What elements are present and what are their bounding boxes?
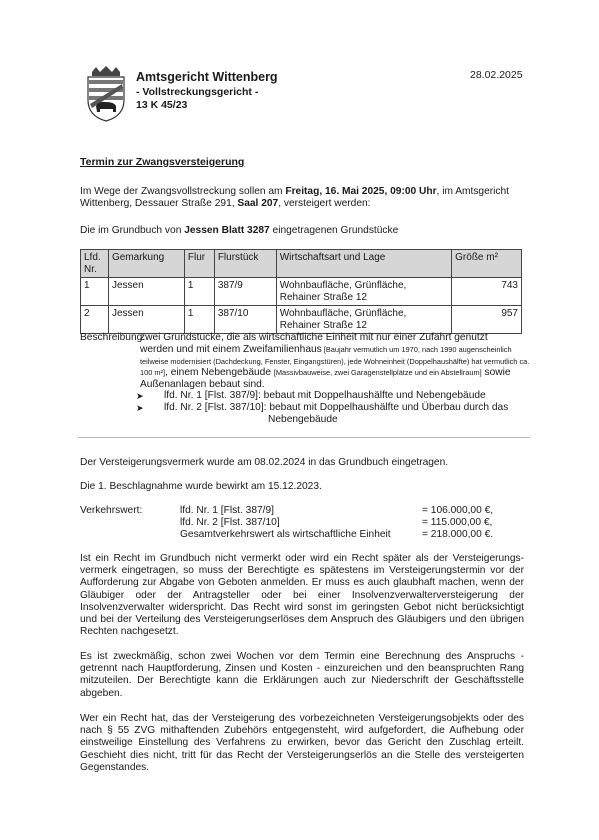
column-header: Lfd. Nr. — [81, 250, 109, 278]
table-row — [81, 278, 522, 306]
file-number: 13 K 45/23 — [136, 99, 188, 111]
plots-table — [80, 249, 522, 334]
market-value-amount: = 115.000,00 €, — [422, 517, 493, 528]
market-value-item: Gesamtverkehrswert als wirtschaftliche Einheit — [180, 529, 391, 540]
table-cell: 387/10 — [214, 306, 276, 334]
list-item — [136, 390, 536, 402]
objection-paragraph: Wer ein Recht hat, das der Versteigerung des vorbezeichneten Versteigerungsobjekts oder des nach § 55 ZVG mithaftenden Zubehörs entgegensteht, wird aufgefordert, die Aufhebung oder einstweilige Einstellung des Verfahrens zu erwirken, bevor das Gericht den Zuschlag erteilt. Geschieht dies nicht, tritt für das Recht der Versteigerungserlös an die Stelle des versteigerten Gegenstandes. — [80, 713, 524, 773]
divider — [78, 437, 530, 438]
description-label: Beschreibung: — [80, 332, 146, 343]
auction-room: Saal 207 — [237, 198, 279, 210]
rights-notice-paragraph: Ist ein Recht im Grundbuch nicht vermerkt oder wird ein Recht später als der Versteigerungs-vermerk eingetragen, so muss der Berechtigte es spätestens im Versteigerungstermin vor der Aufforderung zur Abgabe von Geboten anmelden. Er muss es auch glaubhaft machen, wenn der Gläubiger oder der Antragsteller oder bei einer Insolvenzverwalterversteigerung der Insolvenzverwalter widerspricht. Das Recht wird sonst im geringsten Gebot nicht berücksichtigt und bei der Verteilung des Versteigerungserlöses dem Anspruch des Gläubigers und den übrigen Rechten nachgesetzt. — [80, 553, 524, 638]
coat-of-arms-icon — [84, 66, 128, 122]
table-row — [81, 306, 522, 334]
intro-paragraph — [80, 186, 526, 210]
description-line-2: werden und mit einem Zweifamilienhaus — [140, 344, 322, 356]
market-value-item: lfd. Nr. 1 [Flst. 387/9] — [180, 505, 274, 516]
outbuilding-details: [Massivbauweise, zwei Garagenstellplätze und ein Abstellraum] — [273, 368, 482, 378]
intro-text-2: , im Amtsgericht Wittenberg, Dessauer Straße 291, — [80, 186, 510, 210]
description-text-4: sowie Außenanlagen bebaut sind. — [140, 367, 511, 390]
column-header: Wirtschaftsart und Lage — [276, 250, 451, 278]
market-value-item: lfd. Nr. 2 [Flst. 387/10] — [180, 517, 280, 528]
table-cell: Jessen — [108, 306, 184, 334]
market-value-amount: = 106.000,00 €, — [422, 505, 494, 516]
building-details: [Baujahr vermutlich um 1970, nach 1990 augenscheinlich teilweise modernisiert (Dachdeckung, Fenster, Eingangstüren), jede Wohneinheit (Doppelhaushälfte) hat vermutlich ca. 100 m²] — [140, 345, 530, 378]
description-text-3: , einem Nebengebäude — [165, 367, 274, 379]
list-item — [136, 402, 536, 414]
table-header-row — [81, 250, 522, 278]
arrow-bullet-icon: ➤ — [136, 403, 144, 414]
intro-text-1: Im Wege der Zwangsvollstreckung sollen am — [80, 186, 286, 197]
table-title — [80, 225, 398, 237]
bullet-text: lfd. Nr. 2 [Flst. 387/10]: bebaut mit Doppelhaushälfte und Überbau durch das — [164, 402, 509, 414]
table-cell: 1 — [184, 278, 214, 306]
table-title-text-1: Die im Grundbuch von — [80, 225, 185, 236]
table-cell: Wohnbaufläche, Grünfläche, Rehainer Straße 12 — [276, 278, 451, 306]
column-header: Flurstück — [214, 250, 276, 278]
bullet-continuation: Nebengebäude — [268, 414, 338, 426]
table-cell: 1 — [184, 306, 214, 334]
court-subtitle: - Vollstreckungsgericht - — [136, 86, 259, 98]
column-header: Flur — [184, 250, 214, 278]
table-cell: 2 — [81, 306, 109, 334]
market-value-label: Verkehrswert: — [80, 505, 143, 516]
description-body — [140, 332, 530, 390]
column-header: Gemarkung — [108, 250, 184, 278]
arrow-bullet-icon: ➤ — [136, 391, 144, 401]
land-register-ref: Jessen Blatt 3287 — [184, 225, 270, 236]
plot-bullet-list — [136, 390, 536, 427]
table-cell: Jessen — [108, 278, 184, 306]
table-cell: 743 — [452, 278, 522, 306]
document-date: 28.02.2025 — [470, 69, 523, 81]
table-cell: 957 — [452, 306, 522, 334]
claim-calculation-paragraph: Es ist zweckmäßig, schon zwei Wochen vor dem Termin eine Berechnung des Anspruchs - getrennt nach Hauptforderung, Zinsen und Kosten - einzureichen und den beanspruchten Rang mitzuteilen. Der Berechtigte kann die Erklärungen auch zur Niederschrift der Geschäftsstelle abgeben. — [80, 651, 524, 699]
registration-note: Der Versteigerungsvermerk wurde am 08.02.2024 in das Grundbuch eingetragen. — [80, 457, 449, 468]
market-value-amount: = 218.000,00 €. — [422, 529, 494, 540]
column-header: Größe m² — [452, 250, 522, 278]
bullet-text: lfd. Nr. 1 [Flst. 387/9]: bebaut mit Doppelhaushälfte und Nebengebäude — [164, 390, 486, 401]
intro-text-3: , versteigert werden: — [278, 198, 371, 210]
table-title-text-2: eingetragenen Grundstücke — [269, 225, 399, 236]
description-rest — [140, 344, 530, 390]
table-cell: 1 — [81, 278, 109, 306]
auction-date: Freitag, 16. Mai 2025, 09:00 Uhr — [285, 186, 437, 197]
table-cell: 387/9 — [214, 278, 276, 306]
table-cell: Wohnbaufläche, Grünfläche, Rehainer Straße 12 — [276, 306, 451, 334]
seizure-note: Die 1. Beschlagnahme wurde bewirkt am 15.12.2023. — [80, 481, 322, 492]
court-name: Amtsgericht Wittenberg — [136, 70, 278, 84]
document-heading: Termin zur Zwangsversteigerung — [80, 156, 245, 168]
description-line-1: zwei Grundstücke, die als wirtschaftliche Einheit mit nur einer Zufahrt genutzt — [140, 332, 488, 343]
